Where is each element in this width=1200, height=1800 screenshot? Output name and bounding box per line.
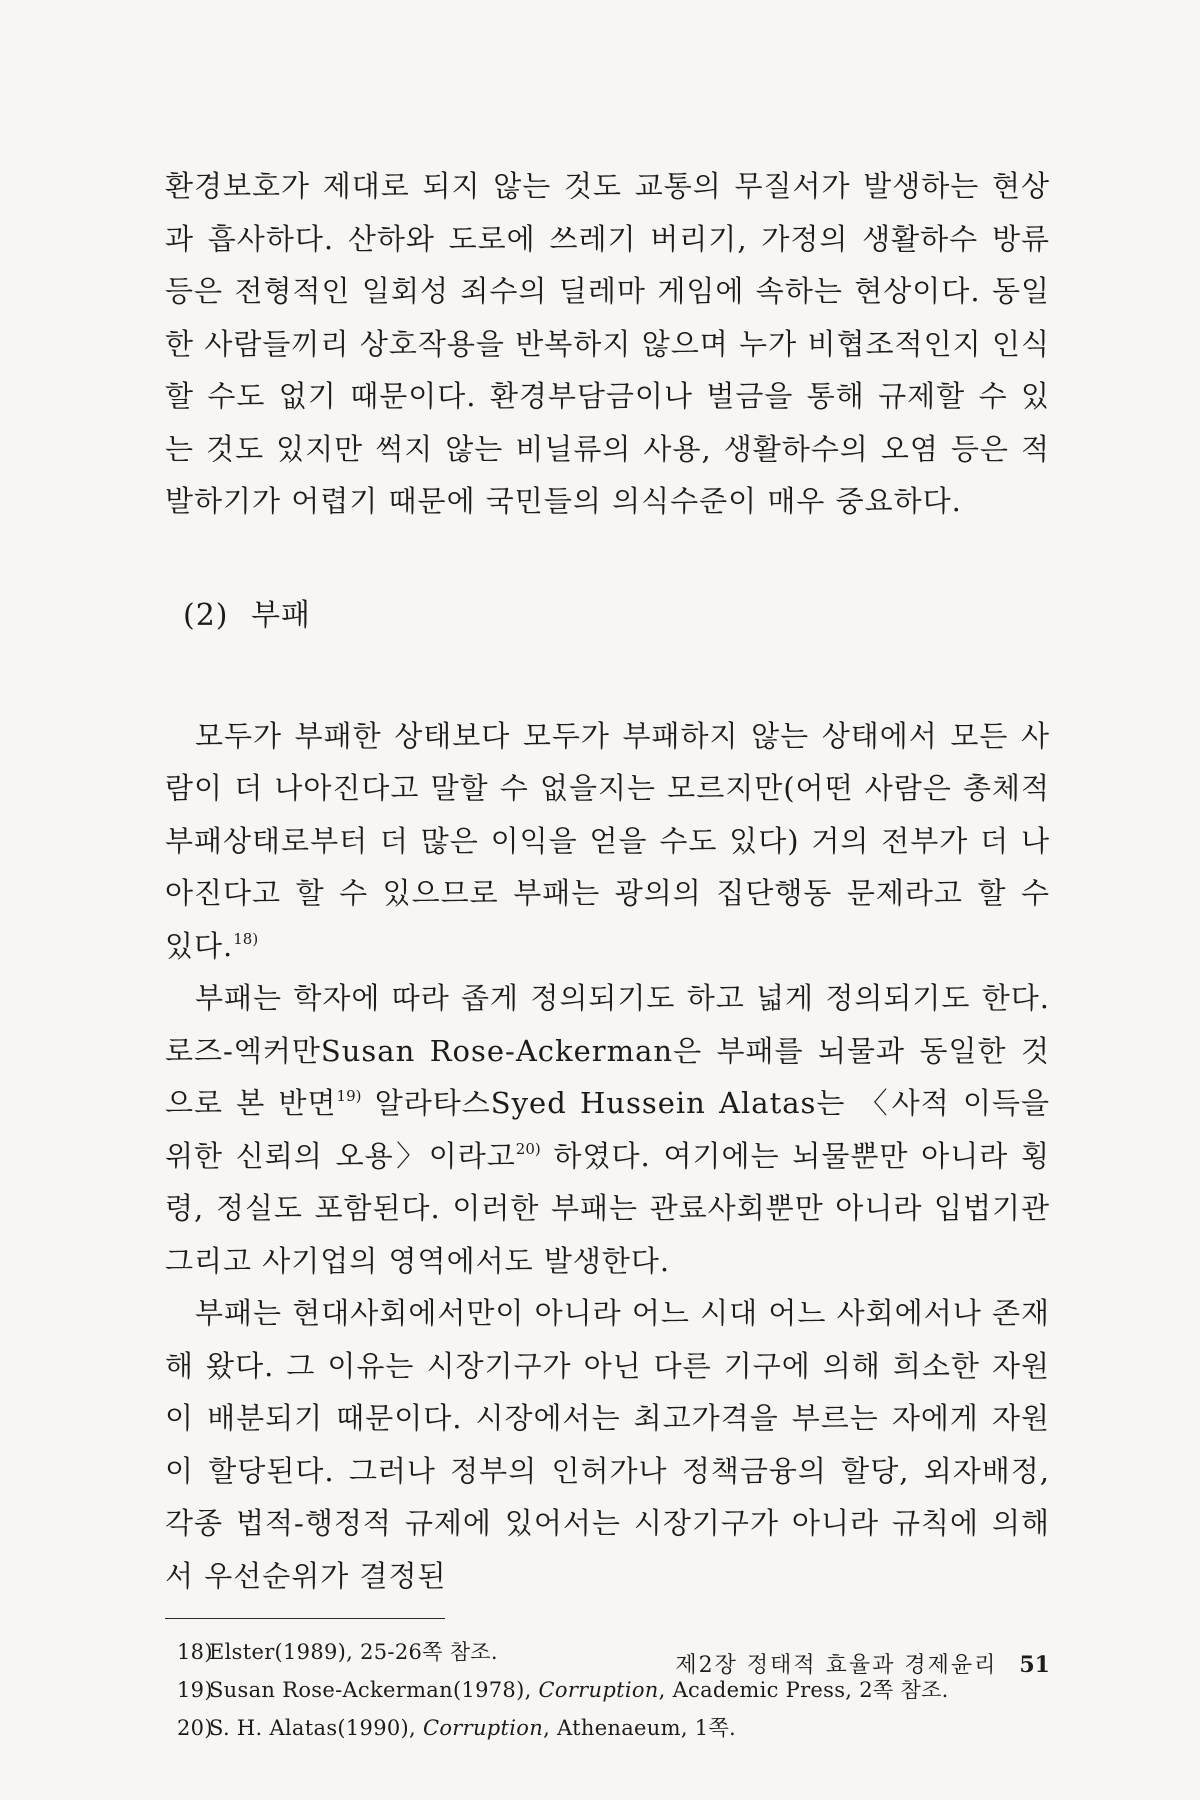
- footnote-ref-18: 18): [233, 929, 259, 948]
- paragraph-text: 알라타스Syed Hussein Alatas는 〈사적 이득을 위한 신뢰의 오용〉이라고: [165, 1086, 1050, 1173]
- paragraph-corruption-intro: [165, 710, 1050, 973]
- footnote-number: 20): [177, 1716, 213, 1740]
- running-footer: [675, 1648, 1050, 1679]
- section-heading: [183, 590, 1050, 642]
- paragraph-corruption-history: 부패는 현대사회에서만이 아니라 어느 시대 어느 사회에서나 존재해 왔다. 그 이유는 시장기구가 아닌 다른 기구에 의해 희소한 자원이 배분되기 때문이다. 시장에서는 최고가격을 부르는 자에게 자원이 할당된다. 그러나 정부의 인허가나 정책금융의 할당, 외자배정, 각종 법적-행정적 규제에 있어서는 시장기구가 아니라 규칙에 의해서 우선순위가 결정된: [165, 1296, 1050, 1593]
- footnote-text: Elster(1989), 25-26쪽 참조.: [209, 1640, 498, 1664]
- footnote-number: 18): [177, 1640, 213, 1664]
- footnote-text: Susan Rose-Ackerman(1978),: [209, 1678, 539, 1702]
- paragraph-text: 모두가 부패한 상태보다 모두가 부패하지 않는 상태에서 모든 사람이 더 나아진다고 말할 수 없을지는 모르지만(어떤 사람은 총체적 부패상태로부터 더 많은 이익을 얻을 수도 있다) 거의 전부가 더 나아진다고 할 수 있으므로 부패는 광의의 집단행동 문제라고 할 수 있다.: [165, 718, 1050, 963]
- footnote-text: , Academic Press, 2쪽 참조.: [658, 1678, 949, 1702]
- footnote-title: Corruption: [422, 1716, 544, 1740]
- footnote-ref-19: 19): [336, 1087, 362, 1105]
- paragraph-text: 부패는 학자에 따라 좁게 정의되기도 하고 넓게 정의되기도 한다. 로즈-엑커만Susan Rose-Ackerman은 부패를 뇌물과 동일한 것으로 본 반면: [165, 981, 1050, 1120]
- page-number: 51: [1019, 1652, 1050, 1678]
- footnote-20: [177, 1709, 1050, 1747]
- footnote-ref-20: 20): [515, 1139, 541, 1158]
- footnote-text: , Athenaeum, 1쪽.: [543, 1716, 736, 1740]
- paragraph-corruption-definition: [165, 972, 1050, 1287]
- section-title: 부패: [251, 597, 312, 633]
- footnote-number: 19): [177, 1678, 213, 1702]
- chapter-title: 제2장 정태적 효율과 경제윤리: [675, 1653, 998, 1678]
- paragraph-environment: 환경보호가 제대로 되지 않는 것도 교통의 무질서가 발생하는 현상과 흡사하다. 산하와 도로에 쓰레기 버리기, 가정의 생활하수 방류 등은 전형적인 일회성 죄수의 딜레마 게임에 속하는 현상이다. 동일한 사람들끼리 상호작용을 반복하지 않으며 누가 비협조적인지 인식할 수도 없기 때문이다. 환경부담금이나 벌금을 통해 규제할 수 있는 것도 있지만 썩지 않는 비닐류의 사용, 생활하수의 오염 등은 적발하기가 어렵기 때문에 국민들의 의식수준이 매우 중요하다.: [165, 169, 1050, 518]
- section-number: (2): [183, 597, 229, 633]
- footnote-text: S. H. Alatas(1990),: [209, 1716, 423, 1740]
- footnote-divider: [165, 1618, 445, 1619]
- footnote-title: Corruption: [538, 1678, 659, 1702]
- paragraph-text: 하였다. 여기에는 뇌물뿐만 아니라 횡령, 정실도 포함된다. 이러한 부패는 관료사회뿐만 아니라 입법기관 그리고 사기업의 영역에서도 발생한다.: [165, 1138, 1050, 1278]
